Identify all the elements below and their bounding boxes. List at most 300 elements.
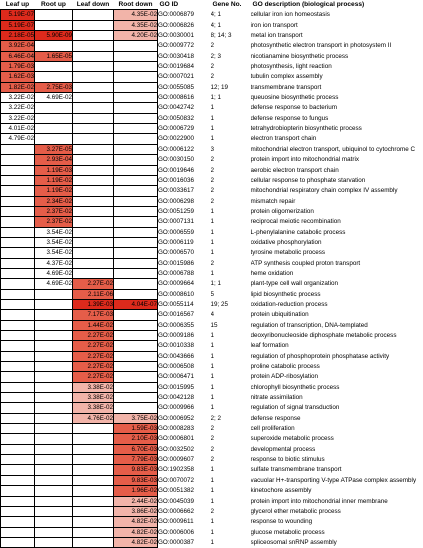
description-cell: vacuolar H+-transporting V-type ATPase complex assembly <box>251 475 423 485</box>
leaf-up-cell <box>1 393 35 403</box>
go-id-cell: GO:0006570 <box>158 248 211 258</box>
gene-no-cell: 2 <box>211 444 251 454</box>
root-down-cell <box>114 320 158 330</box>
root-down-cell: 3.86E-02 <box>114 506 158 516</box>
go-id-cell: GO:0055114 <box>158 299 211 309</box>
go-id-cell: GO:0009611 <box>158 517 211 527</box>
root-up-cell: 4.69E-02 <box>35 279 73 289</box>
root-down-cell <box>114 351 158 361</box>
root-up-cell <box>35 475 73 485</box>
leaf-up-cell <box>1 486 35 496</box>
go-id-cell: GO:0010338 <box>158 341 211 351</box>
leaf-up-cell <box>1 372 35 382</box>
gene-no-cell: 1 <box>211 217 251 227</box>
leaf-down-cell <box>73 62 114 72</box>
gene-no-cell: 2 <box>211 155 251 165</box>
go-id-cell: GO:0015986 <box>158 258 211 268</box>
leaf-down-cell: 2.27E-02 <box>73 331 114 341</box>
leaf-up-cell <box>1 444 35 454</box>
leaf-up-cell <box>1 279 35 289</box>
gene-no-cell: 1 <box>211 362 251 372</box>
leaf-down-cell <box>73 82 114 92</box>
table-row <box>1 289 423 299</box>
table-row <box>1 424 423 434</box>
root-up-cell <box>35 20 73 30</box>
gene-no-cell: 1 <box>211 393 251 403</box>
gene-no-cell: 2 <box>211 506 251 516</box>
root-down-cell <box>114 196 158 206</box>
table-row <box>1 393 423 403</box>
leaf-up-cell <box>1 206 35 216</box>
description-cell: cell proliferation <box>251 424 423 434</box>
table-row <box>1 237 423 247</box>
description-cell: regulation of signal transduction <box>251 403 423 413</box>
root-down-cell <box>114 165 158 175</box>
root-down-cell <box>114 82 158 92</box>
gene-no-cell: 2 <box>211 455 251 465</box>
description-cell: tubulin complex assembly <box>251 72 423 82</box>
go-id-cell: GO:0019684 <box>158 62 211 72</box>
gene-no-cell: 2 <box>211 62 251 72</box>
table-row <box>1 134 423 144</box>
gene-no-cell: 1 <box>211 134 251 144</box>
table-row <box>1 331 423 341</box>
leaf-up-cell <box>1 175 35 185</box>
gene-no-cell: 1 <box>211 237 251 247</box>
table-row <box>1 227 423 237</box>
go-id-cell: GO:0022900 <box>158 134 211 144</box>
leaf-up-cell <box>1 331 35 341</box>
leaf-up-cell <box>1 237 35 247</box>
leaf-down-cell: 1.39E-03 <box>73 299 114 309</box>
leaf-up-cell <box>1 227 35 237</box>
root-up-cell <box>35 331 73 341</box>
root-down-cell <box>114 206 158 216</box>
description-cell: protein import into mitochondrial inner membrane <box>251 496 423 506</box>
root-up-cell <box>35 403 73 413</box>
leaf-up-cell <box>1 351 35 361</box>
root-up-cell: 1.19E-02 <box>35 186 73 196</box>
root-up-cell: 1.65E-05 <box>35 51 73 61</box>
leaf-down-cell <box>73 144 114 154</box>
root-up-cell <box>35 62 73 72</box>
gene-no-cell: 1 <box>211 496 251 506</box>
root-down-cell: 4.82E-02 <box>114 517 158 527</box>
gene-no-cell: 2 <box>211 434 251 444</box>
description-cell: protein oligomerization <box>251 206 423 216</box>
root-up-cell <box>35 134 73 144</box>
gene-no-cell: 2 <box>211 165 251 175</box>
leaf-down-cell: 7.17E-03 <box>73 310 114 320</box>
description-cell: nitrate assimilation <box>251 393 423 403</box>
root-down-cell <box>114 51 158 61</box>
table-row <box>1 51 423 61</box>
root-down-cell <box>114 279 158 289</box>
leaf-up-cell: 6.46E-04 <box>1 51 35 61</box>
go-id-cell: GO:0008610 <box>158 289 211 299</box>
description-cell: metal ion transport <box>251 31 423 41</box>
leaf-down-cell <box>73 506 114 516</box>
leaf-down-cell <box>73 155 114 165</box>
leaf-down-cell <box>73 258 114 268</box>
leaf-down-cell: 2.27E-02 <box>73 372 114 382</box>
go-id-cell: GO:0006826 <box>158 20 211 30</box>
leaf-up-cell <box>1 403 35 413</box>
gene-no-cell: 2 <box>211 186 251 196</box>
root-down-cell <box>114 175 158 185</box>
root-up-cell <box>35 113 73 123</box>
gene-no-cell: 2 <box>211 41 251 51</box>
leaf-up-cell: 2.18E-05 <box>1 31 35 41</box>
table-row <box>1 362 423 372</box>
root-down-cell: 4.82E-02 <box>114 527 158 537</box>
leaf-down-cell <box>73 196 114 206</box>
leaf-down-cell <box>73 444 114 454</box>
gene-no-cell: 1 <box>211 475 251 485</box>
root-down-cell <box>114 217 158 227</box>
root-down-cell <box>114 62 158 72</box>
go-id-cell: GO:0015995 <box>158 382 211 392</box>
table-row <box>1 299 423 309</box>
go-id-cell: GO:0070072 <box>158 475 211 485</box>
table-row <box>1 465 423 475</box>
gene-no-cell: 2 <box>211 175 251 185</box>
description-cell: protein import into mitochondrial matrix <box>251 155 423 165</box>
table-row <box>1 517 423 527</box>
gene-no-cell: 1 <box>211 372 251 382</box>
leaf-down-cell: 1.44E-02 <box>73 320 114 330</box>
root-up-cell: 2.75E-03 <box>35 82 73 92</box>
table-row <box>1 279 423 289</box>
header-leaf-up: Leaf up <box>1 0 35 10</box>
gene-no-cell: 2 <box>211 424 251 434</box>
root-up-cell <box>35 506 73 516</box>
root-down-cell <box>114 155 158 165</box>
root-up-cell <box>35 434 73 444</box>
description-cell: mismatch repair <box>251 196 423 206</box>
root-up-cell <box>35 299 73 309</box>
go-id-cell: GO:0009772 <box>158 41 211 51</box>
leaf-up-cell <box>1 196 35 206</box>
root-up-cell <box>35 444 73 454</box>
go-id-cell: GO:0006879 <box>158 10 211 20</box>
table-row <box>1 206 423 216</box>
table-row <box>1 196 423 206</box>
root-down-cell <box>114 41 158 51</box>
go-id-cell: GO:0006122 <box>158 144 211 154</box>
gene-no-cell: 1 <box>211 331 251 341</box>
gene-no-cell: 15 <box>211 320 251 330</box>
description-cell: reciprocal meiotic recombination <box>251 217 423 227</box>
gene-no-cell: 2; 2 <box>211 413 251 423</box>
gene-no-cell: 1 <box>211 527 251 537</box>
root-down-cell: 4.35E-02 <box>114 20 158 30</box>
go-id-cell: GO:0006119 <box>158 237 211 247</box>
table-row <box>1 527 423 537</box>
leaf-down-cell <box>73 517 114 527</box>
go-id-cell: GO:0006006 <box>158 527 211 537</box>
description-cell: defense response to bacterium <box>251 103 423 113</box>
root-down-cell: 2.44E-02 <box>114 496 158 506</box>
go-id-cell: GO:0030001 <box>158 31 211 41</box>
root-down-cell <box>114 382 158 392</box>
root-down-cell: 1.96E-02 <box>114 486 158 496</box>
go-id-cell: GO:0051259 <box>158 206 211 216</box>
root-up-cell <box>35 517 73 527</box>
go-id-cell: GO:0043666 <box>158 351 211 361</box>
table-row <box>1 455 423 465</box>
description-cell: response to wounding <box>251 517 423 527</box>
root-up-cell: 2.37E-02 <box>35 206 73 216</box>
go-id-cell: GO:0008616 <box>158 93 211 103</box>
go-id-cell: GO:0006729 <box>158 124 211 134</box>
description-cell: superoxide metabolic process <box>251 434 423 444</box>
table-row <box>1 258 423 268</box>
root-up-cell: 1.19E-02 <box>35 175 73 185</box>
leaf-up-cell: 4.79E-02 <box>1 134 35 144</box>
description-cell: mitochondrial electron transport, ubiquinol to cytochrome C <box>251 144 423 154</box>
gene-no-cell: 12; 19 <box>211 82 251 92</box>
leaf-down-cell <box>73 248 114 258</box>
leaf-down-cell: 4.76E-02 <box>73 413 114 423</box>
go-id-cell: GO:0033617 <box>158 186 211 196</box>
go-id-cell: GO:0016036 <box>158 175 211 185</box>
go-id-cell: GO:0030418 <box>158 51 211 61</box>
root-up-cell: 3.54E-02 <box>35 248 73 258</box>
leaf-down-cell <box>73 527 114 537</box>
description-cell: glucose metabolic process <box>251 527 423 537</box>
description-cell: queuosine biosynthetic process <box>251 93 423 103</box>
table-row <box>1 248 423 258</box>
root-up-cell: 3.27E-05 <box>35 144 73 154</box>
leaf-down-cell <box>73 31 114 41</box>
root-up-cell <box>35 496 73 506</box>
go-id-cell: GO:0006471 <box>158 372 211 382</box>
root-up-cell <box>35 103 73 113</box>
root-up-cell <box>35 372 73 382</box>
table-row <box>1 217 423 227</box>
leaf-down-cell <box>73 424 114 434</box>
description-cell: regulation of transcription, DNA-templated <box>251 320 423 330</box>
go-id-cell: GO:0009664 <box>158 279 211 289</box>
leaf-down-cell <box>73 124 114 134</box>
leaf-down-cell <box>73 237 114 247</box>
header-root-up: Root up <box>35 0 73 10</box>
description-cell: defense response to fungus <box>251 113 423 123</box>
table-row <box>1 537 423 547</box>
go-id-cell: GO:0000387 <box>158 537 211 547</box>
leaf-down-cell <box>73 496 114 506</box>
leaf-down-cell <box>73 475 114 485</box>
table-row <box>1 341 423 351</box>
leaf-up-cell <box>1 424 35 434</box>
go-id-cell: GO:0007021 <box>158 72 211 82</box>
description-cell: spliceosomal snRNP assembly <box>251 537 423 547</box>
leaf-up-cell <box>1 537 35 547</box>
root-up-cell: 2.37E-02 <box>35 217 73 227</box>
table-row <box>1 186 423 196</box>
description-cell: oxidation-reduction process <box>251 299 423 309</box>
leaf-down-cell: 2.27E-02 <box>73 351 114 361</box>
leaf-down-cell <box>73 51 114 61</box>
leaf-down-cell <box>73 217 114 227</box>
leaf-up-cell <box>1 341 35 351</box>
root-down-cell: 9.83E-03 <box>114 475 158 485</box>
go-id-cell: GO:0006355 <box>158 320 211 330</box>
gene-no-cell: 1 <box>211 113 251 123</box>
go-id-cell: GO:0032502 <box>158 444 211 454</box>
table-row <box>1 82 423 92</box>
go-id-cell: GO:0007131 <box>158 217 211 227</box>
description-cell: protein ADP-ribosylation <box>251 372 423 382</box>
root-up-cell <box>35 341 73 351</box>
description-cell: cellular iron ion homeostasis <box>251 10 423 20</box>
gene-no-cell: 1 <box>211 248 251 258</box>
root-up-cell: 1.19E-03 <box>35 165 73 175</box>
table-row <box>1 20 423 30</box>
root-up-cell <box>35 486 73 496</box>
root-down-cell: 1.59E-03 <box>114 424 158 434</box>
header-root-down: Root down <box>114 0 158 10</box>
root-down-cell <box>114 144 158 154</box>
root-up-cell <box>35 424 73 434</box>
table-row <box>1 62 423 72</box>
leaf-up-cell: 5.19E-07 <box>1 20 35 30</box>
leaf-up-cell <box>1 165 35 175</box>
gene-no-cell: 4 <box>211 310 251 320</box>
root-up-cell <box>35 393 73 403</box>
description-cell: glycerol ether metabolic process <box>251 506 423 516</box>
description-cell: response to biotic stimulus <box>251 455 423 465</box>
leaf-down-cell <box>73 537 114 547</box>
root-up-cell: 2.34E-02 <box>35 196 73 206</box>
root-up-cell: 4.69E-02 <box>35 93 73 103</box>
table-row <box>1 10 423 20</box>
root-up-cell: 4.69E-02 <box>35 268 73 278</box>
leaf-down-cell <box>73 20 114 30</box>
description-cell: photosynthetic electron transport in photosystem II <box>251 41 423 51</box>
table-row <box>1 144 423 154</box>
root-up-cell <box>35 289 73 299</box>
description-cell: photosynthesis, light reaction <box>251 62 423 72</box>
root-down-cell <box>114 134 158 144</box>
root-up-cell <box>35 10 73 20</box>
gene-no-cell: 1 <box>211 227 251 237</box>
table-row <box>1 155 423 165</box>
description-cell: defense response <box>251 413 423 423</box>
root-down-cell <box>114 393 158 403</box>
leaf-up-cell <box>1 268 35 278</box>
header-leaf-down: Leaf down <box>73 0 114 10</box>
go-id-cell: GO:0008283 <box>158 424 211 434</box>
root-up-cell <box>35 455 73 465</box>
gene-no-cell: 1; 1 <box>211 93 251 103</box>
go-id-cell: GO:0030150 <box>158 155 211 165</box>
root-down-cell: 6.70E-03 <box>114 444 158 454</box>
table-row <box>1 268 423 278</box>
leaf-down-cell: 2.27E-02 <box>73 279 114 289</box>
leaf-down-cell <box>73 103 114 113</box>
root-up-cell: 2.93E-04 <box>35 155 73 165</box>
leaf-up-cell <box>1 527 35 537</box>
root-down-cell: 4.20E-02 <box>114 31 158 41</box>
description-cell: heme oxidation <box>251 268 423 278</box>
leaf-up-cell <box>1 362 35 372</box>
go-id-cell: GO:0050832 <box>158 113 211 123</box>
table-row <box>1 351 423 361</box>
gene-no-cell: 1 <box>211 486 251 496</box>
table-row <box>1 175 423 185</box>
gene-no-cell: 2 <box>211 196 251 206</box>
leaf-down-cell <box>73 206 114 216</box>
description-cell: kinetochore assembly <box>251 486 423 496</box>
leaf-up-cell <box>1 455 35 465</box>
leaf-down-cell <box>73 10 114 20</box>
leaf-up-cell <box>1 434 35 444</box>
go-id-cell: GO:0042128 <box>158 393 211 403</box>
description-cell: sulfate transmembrane transport <box>251 465 423 475</box>
root-up-cell <box>35 320 73 330</box>
go-id-cell: GO:0006662 <box>158 506 211 516</box>
root-down-cell: 4.35E-02 <box>114 10 158 20</box>
root-down-cell <box>114 237 158 247</box>
leaf-up-cell: 4.01E-02 <box>1 124 35 134</box>
go-id-cell: GO:0051382 <box>158 486 211 496</box>
root-down-cell: 4.82E-02 <box>114 537 158 547</box>
go-id-cell: GO:0019646 <box>158 165 211 175</box>
root-down-cell <box>114 103 158 113</box>
leaf-down-cell: 3.38E-02 <box>73 382 114 392</box>
root-up-cell <box>35 310 73 320</box>
table-row <box>1 475 423 485</box>
gene-no-cell: 1 <box>211 465 251 475</box>
root-down-cell <box>114 124 158 134</box>
leaf-down-cell <box>73 227 114 237</box>
root-down-cell <box>114 372 158 382</box>
description-cell: ATP synthesis coupled proton transport <box>251 258 423 268</box>
go-id-cell: GO:0009607 <box>158 455 211 465</box>
go-id-cell: GO:0045039 <box>158 496 211 506</box>
go-id-cell: GO:1902358 <box>158 465 211 475</box>
root-down-cell <box>114 258 158 268</box>
leaf-down-cell <box>73 175 114 185</box>
gene-no-cell: 1 <box>211 268 251 278</box>
table-row <box>1 320 423 330</box>
root-down-cell <box>114 403 158 413</box>
leaf-down-cell <box>73 134 114 144</box>
table-row <box>1 93 423 103</box>
table-row <box>1 444 423 454</box>
description-cell: tetrahydrobiopterin biosynthetic process <box>251 124 423 134</box>
gene-no-cell: 3 <box>211 144 251 154</box>
leaf-up-cell <box>1 517 35 527</box>
go-id-cell: GO:0006559 <box>158 227 211 237</box>
root-up-cell <box>35 465 73 475</box>
leaf-up-cell <box>1 186 35 196</box>
root-down-cell <box>114 113 158 123</box>
leaf-up-cell <box>1 289 35 299</box>
leaf-down-cell <box>73 268 114 278</box>
root-down-cell <box>114 362 158 372</box>
leaf-up-cell <box>1 248 35 258</box>
root-down-cell <box>114 268 158 278</box>
leaf-down-cell <box>73 465 114 475</box>
go-id-cell: GO:0042742 <box>158 103 211 113</box>
leaf-up-cell: 5.19E-07 <box>1 10 35 20</box>
root-down-cell: 3.75E-02 <box>114 413 158 423</box>
gene-no-cell: 1 <box>211 103 251 113</box>
gene-no-cell: 1; 1 <box>211 279 251 289</box>
